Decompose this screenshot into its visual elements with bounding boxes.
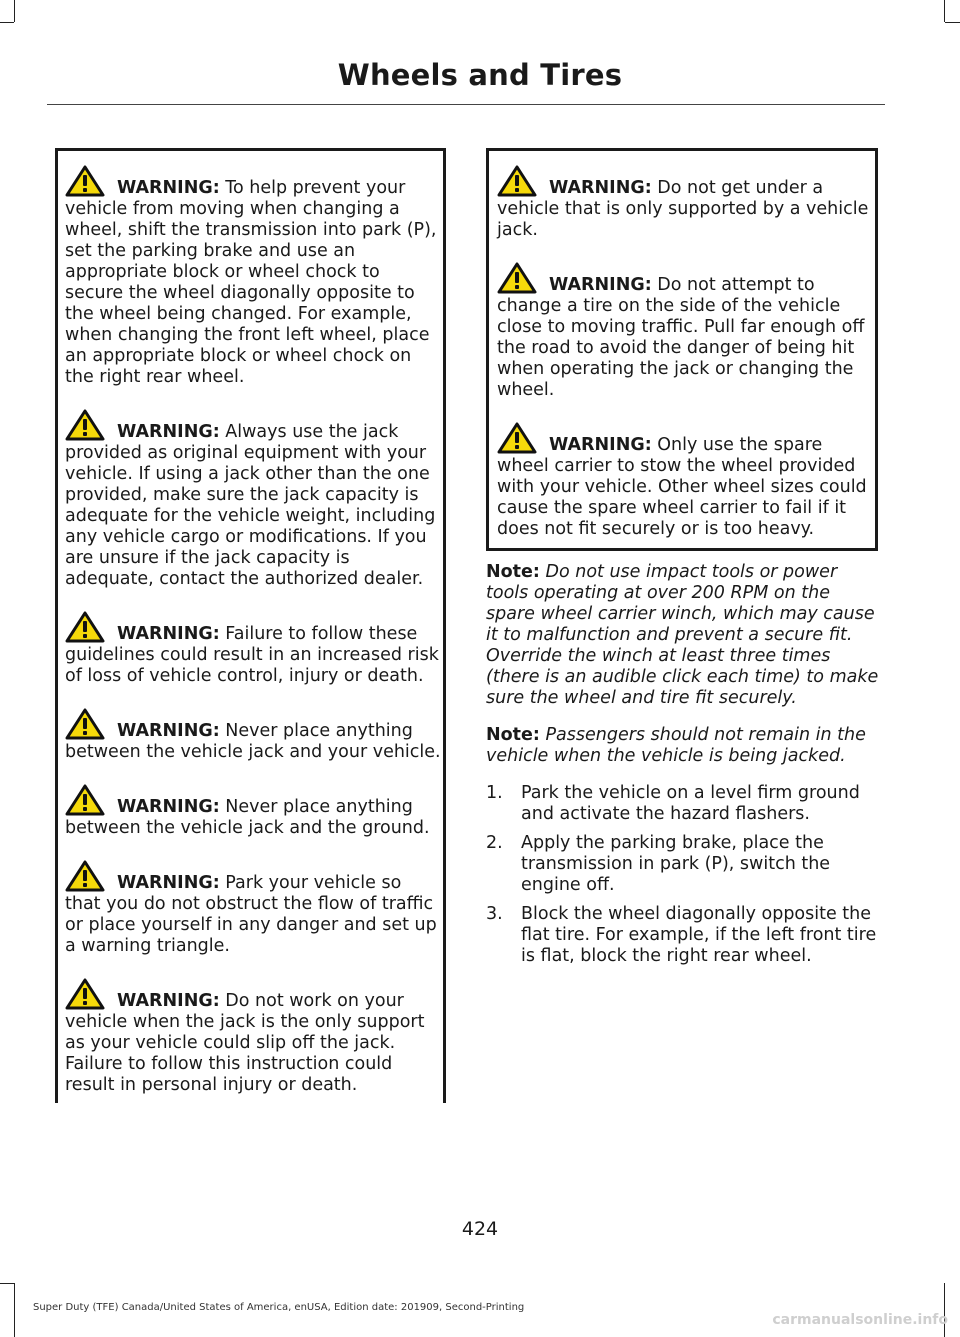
warning-text: Park your vehicle so that you do not obstruct the flow of traffic or place yourself in any danger and set up a warning triangle. <box>65 873 437 956</box>
warning-item <box>65 784 441 839</box>
page-number: 424 <box>461 1218 499 1240</box>
warning-text: Never place anything between the vehicle jack and your vehicle. <box>65 721 441 762</box>
step-number: 3. <box>486 904 503 924</box>
warning-label: WARNING: <box>117 422 220 442</box>
warning-triangle-icon <box>65 860 105 892</box>
note-text: Passengers should not remain in the vehicle when the vehicle is being jacked. <box>486 725 866 766</box>
warning-triangle-icon <box>497 262 537 294</box>
crop-mark-top-left-h <box>0 22 14 23</box>
warning-triangle-icon <box>497 422 537 454</box>
note-paragraph <box>486 562 881 709</box>
warning-label: WARNING: <box>117 178 220 198</box>
warning-text: Do not attempt to change a tire on the side of the vehicle close to moving traffic. Pull far enough off the road to avoid the danger of being hit when operating the jack or changing the wheel. <box>497 275 865 400</box>
warning-text: Only use the spare wheel carrier to stow the wheel provided with your vehicle. Other wheel sizes could cause the spare wheel carrier to fail if it does not fit securely or is too heavy. <box>497 435 867 539</box>
crop-mark-top-left-v <box>14 0 15 22</box>
left-warning-list <box>65 165 441 1117</box>
warning-label: WARNING: <box>549 178 652 198</box>
step-number: 1. <box>486 783 503 803</box>
warning-item <box>497 262 873 401</box>
crop-mark-bottom-left-h <box>0 1283 14 1284</box>
warning-triangle-icon <box>65 708 105 740</box>
right-warning-list <box>497 165 873 561</box>
warning-item <box>497 422 873 540</box>
warning-text: Do not work on your vehicle when the jack is the only support as your vehicle could slip off the jack. Failure to follow this instruction could result in personal injury or death. <box>65 991 425 1095</box>
warning-triangle-icon <box>65 611 105 643</box>
warning-text: Always use the jack provided as original equipment with your vehicle. If using a jack other than the one provided, make sure the jack capacity is adequate for the vehicle weight, including any vehicle cargo or modifications. If you are unsure if the jack capacity is adequate, contact the authorized dealer. <box>65 422 436 589</box>
step-item <box>486 904 881 967</box>
note-text: Do not use impact tools or power tools operating at over 200 RPM on the spare wheel carrier winch, which may cause it to malfunction and prevent a secure fit. Override the winch at least three times (there is an audible click each time) to make sure the wheel and tire fit securely. <box>486 562 879 708</box>
warning-triangle-icon <box>65 409 105 441</box>
warning-item <box>65 708 441 763</box>
warning-text: To help prevent your vehicle from moving when changing a wheel, shift the transmission into park (P), set the parking brake and use an appropriate block or wheel chock to secure the wheel diagonally opposite to the wheel being changed. For example, when changing the front left wheel, place an appropriate block or wheel chock on the right rear wheel. <box>65 178 437 387</box>
warning-text: Do not get under a vehicle that is only supported by a vehicle jack. <box>497 178 869 240</box>
step-text: Park the vehicle on a level firm ground and activate the hazard flashers. <box>521 783 860 824</box>
left-warning-box <box>55 148 446 1103</box>
page-title: Wheels and Tires <box>337 58 623 92</box>
note-label: Note: <box>486 725 540 745</box>
warning-triangle-icon <box>497 165 537 197</box>
warning-label: WARNING: <box>549 275 652 295</box>
step-item <box>486 833 881 896</box>
warning-item <box>497 165 873 241</box>
warning-item <box>65 860 441 957</box>
step-text: Block the wheel diagonally opposite the flat tire. For example, if the left front tire is flat, block the right rear wheel. <box>521 904 877 966</box>
procedure-steps <box>486 783 881 967</box>
warning-item <box>65 409 441 590</box>
warning-triangle-icon <box>65 784 105 816</box>
warning-triangle-icon <box>65 165 105 197</box>
crop-mark-top-right-v <box>944 0 945 22</box>
note-label: Note: <box>486 562 540 582</box>
warning-triangle-icon <box>65 978 105 1010</box>
right-warning-box <box>486 148 878 551</box>
right-column-content <box>486 562 881 975</box>
watermark: carmanualsonline.info <box>772 1312 948 1328</box>
warning-item <box>65 978 441 1096</box>
warning-item <box>65 165 441 388</box>
warning-label: WARNING: <box>117 873 220 893</box>
warning-label: WARNING: <box>117 797 220 817</box>
step-number: 2. <box>486 833 503 853</box>
warning-label: WARNING: <box>549 435 652 455</box>
header-divider <box>47 104 885 105</box>
footer-edition-info: Super Duty (TFE) Canada/United States of America, enUSA, Edition date: 201909, Second-Printing <box>33 1302 525 1313</box>
crop-mark-top-right-h <box>945 22 960 23</box>
note-paragraph <box>486 725 881 767</box>
warning-text: Never place anything between the vehicle jack and the ground. <box>65 797 430 838</box>
warning-label: WARNING: <box>117 991 220 1011</box>
warning-text: Failure to follow these guidelines could result in an increased risk of loss of vehicle control, injury or death. <box>65 624 439 686</box>
warning-item <box>65 611 441 687</box>
crop-mark-bottom-left-v <box>14 1283 15 1337</box>
crop-mark-bottom-right-v <box>944 1283 945 1337</box>
step-item <box>486 783 881 825</box>
step-text: Apply the parking brake, place the transmission in park (P), switch the engine off. <box>521 833 831 895</box>
warning-label: WARNING: <box>117 721 220 741</box>
notes-section <box>486 562 881 767</box>
warning-label: WARNING: <box>117 624 220 644</box>
